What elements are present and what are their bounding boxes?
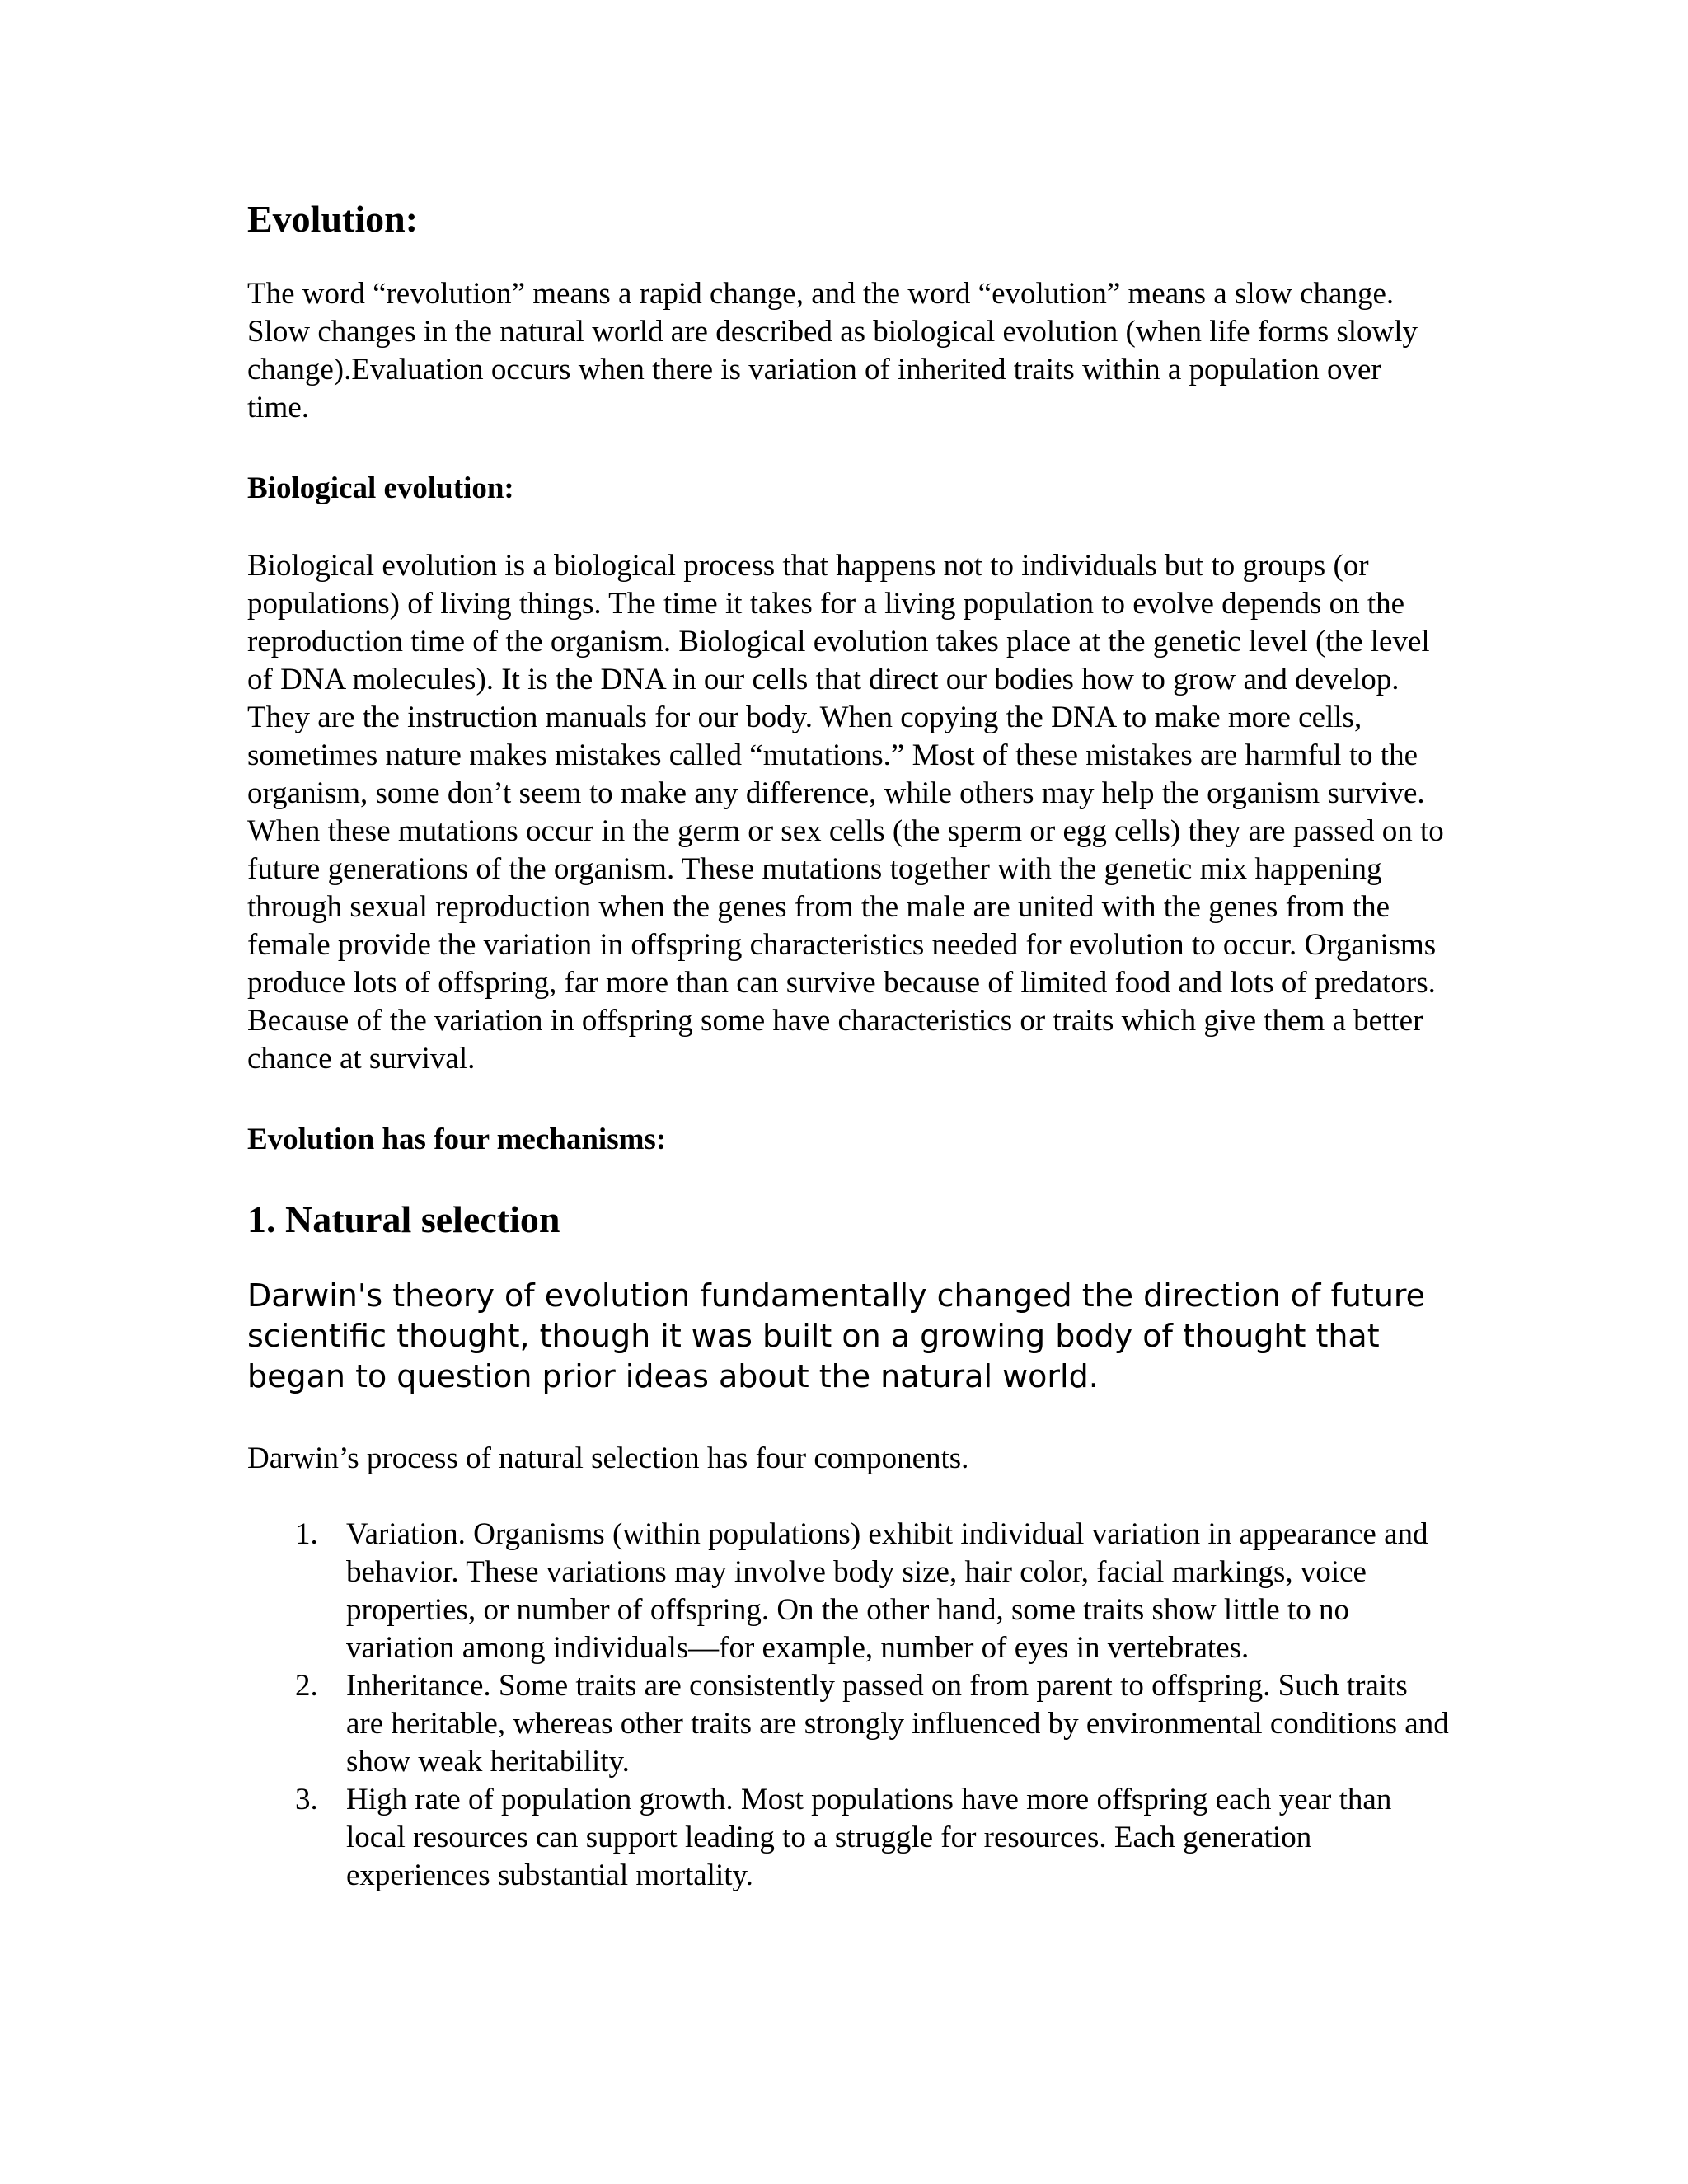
mechanisms-heading: Evolution has four mechanisms: [247, 1122, 667, 1156]
natural-selection-heading: 1. Natural selection [247, 1198, 560, 1240]
list-item-text: High rate of population growth. Most populations have more offspring each year than local resources can support leading to a struggle for resources. Each generation experiences substantial mortality. [346, 1783, 1392, 1892]
components-list [247, 1516, 1451, 1895]
components-intro-paragraph: Darwin’s process of natural selection has four components. [247, 1441, 969, 1475]
list-item-text: Variation. Organisms (within populations) exhibit individual variation in appearance and behavior. These variations may involve body size, hair color, facial markings, voice properties, or number of offspring. On the other hand, some traits show little to no variation among individuals—for example, number of eyes in vertebrates. [346, 1517, 1428, 1665]
list-item-text: Inheritance. Some traits are consistently passed on from parent to offspring. Such traits are heritable, whereas other traits are strongly influenced by environmental conditions and show weak heritability. [346, 1669, 1449, 1779]
list-item [247, 1516, 1451, 1667]
biological-evolution-heading: Biological evolution: [247, 471, 514, 505]
biological-evolution-paragraph: Biological evolution is a biological process that happens not to individuals but to groups (or populations) of living things. The time it takes for a living population to evolve depends on the reproduction time of the organism. Biological evolution takes place at the genetic level (the level of DNA molecules). It is the DNA in our cells that direct our bodies how to grow and develop. They are the instruction manuals for our body. When copying the DNA to make more cells, sometimes nature makes mistakes called “mutations.” Most of these mistakes are harmful to the organism, some don’t seem to make any difference, while others may help the organism survive. When these mutations occur in the germ or sex cells (the sperm or egg cells) they are passed on to future generations of the organism. These mutations together with the genetic mix happening through sexual reproduction when the genes from the male are united with the genes from the female provide the variation in offspring characteristics needed for evolution to occur. Organisms produce lots of offspring, far more than can survive because of limited food and lots of predators. Because of the variation in offspring some have characteristics or traits which give them a better chance at survival. [247, 549, 1444, 1076]
list-item-number: 1. [295, 1517, 318, 1551]
page-title: Evolution: [247, 198, 419, 240]
list-item-number: 3. [295, 1783, 318, 1816]
darwin-quote-paragraph: Darwin's theory of evolution fundamentally changed the direction of future scientific thought, though it was built on a growing body of thought that began to question prior ideas about the natural world. [247, 1277, 1426, 1394]
list-item [247, 1781, 1451, 1895]
intro-paragraph: The word “revolution” means a rapid change, and the word “evolution” means a slow change. Slow changes in the natural world are described as biological evolution (when life forms slowly change).Evaluation occurs when there is variation of inherited traits within a population over time. [247, 277, 1418, 424]
list-item [247, 1667, 1451, 1781]
document-content [247, 196, 1451, 1895]
list-item-number: 2. [295, 1669, 318, 1703]
